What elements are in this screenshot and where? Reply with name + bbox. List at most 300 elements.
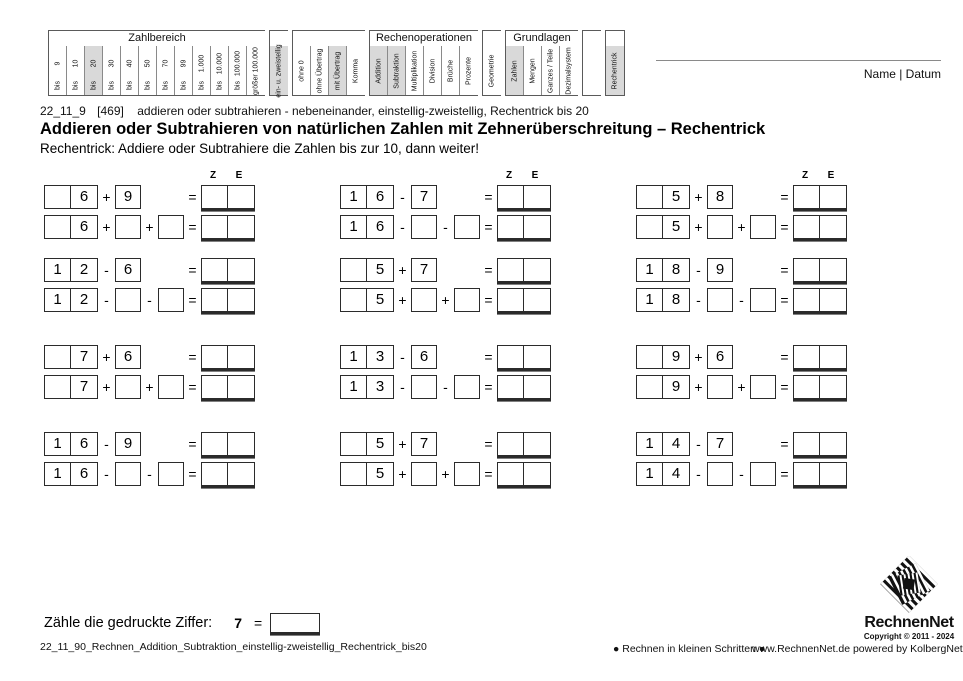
operand-blank-box-2[interactable] (158, 375, 184, 399)
category-cell-sublabel: bis (72, 81, 79, 90)
category-cell-label: ohne 0 (298, 59, 305, 82)
operand-blank-box-1[interactable] (411, 215, 437, 239)
operator-sign-2: + (145, 378, 154, 395)
result-ones-cell[interactable] (820, 216, 846, 238)
exercise-item (636, 344, 932, 431)
category-group-zahlbereich (48, 30, 265, 96)
category-cells-geometrie (483, 46, 501, 95)
result-ones-cell[interactable] (524, 289, 550, 311)
equals-sign: = (188, 378, 197, 395)
ze-header-z: Z (209, 170, 217, 181)
category-cell-label: Zahlen (511, 59, 518, 82)
category-cell[interactable] (388, 46, 406, 95)
operand-ones-cell[interactable]: 5 (375, 261, 385, 278)
category-cell[interactable] (442, 46, 460, 95)
rechnennet-logo (855, 556, 963, 641)
operand-tens-cell[interactable]: 1 (45, 289, 71, 311)
operand-blank-box-2[interactable] (750, 375, 776, 399)
operand-two-digit-box[interactable] (636, 432, 690, 456)
operand-tens-cell[interactable]: 1 (637, 463, 663, 485)
result-ones-cell[interactable] (524, 259, 550, 281)
result-ze-box[interactable] (497, 462, 551, 486)
operand-blank-box-2[interactable] (750, 288, 776, 312)
operand-two-digit-box[interactable] (340, 215, 394, 239)
category-cell[interactable] (406, 46, 424, 95)
operator-sign-2: - (147, 465, 152, 482)
result-tens-cell[interactable] (202, 216, 228, 238)
operand-two-digit-box[interactable] (44, 185, 98, 209)
operand-known-box[interactable]: 6 (115, 345, 141, 369)
category-cell-label: Geometrie (488, 54, 496, 87)
operand-two-digit-box[interactable] (44, 432, 98, 456)
category-cell[interactable] (270, 43, 288, 98)
exercise-line-steps (340, 374, 551, 399)
result-ze-box[interactable] (793, 215, 847, 239)
operator-sign-2: + (145, 218, 154, 235)
operand-ones-cell[interactable]: 5 (375, 435, 385, 452)
category-cells-uebertrag (293, 46, 365, 95)
result-ones-cell[interactable] (820, 433, 846, 455)
category-cell-label: 1.000 (198, 54, 205, 73)
result-ze-box[interactable] (497, 215, 551, 239)
worksheet-description: addieren oder subtrahieren - nebeneinander, einstellig-zweistellig, Rechentrick bis 20 (137, 104, 589, 118)
result-ones-cell[interactable] (228, 433, 254, 455)
result-tens-cell[interactable] (202, 463, 228, 485)
equals-sign: = (484, 261, 493, 278)
operand-blank-box-1[interactable] (115, 375, 141, 399)
operand-tens-cell[interactable]: 1 (45, 463, 71, 485)
equals-sign: = (484, 465, 493, 482)
exercise-line-given (636, 184, 847, 209)
result-ze-box[interactable] (793, 432, 847, 456)
operand-two-digit-box[interactable] (340, 258, 394, 282)
operand-ones-cell[interactable]: 2 (79, 261, 89, 278)
exercise-item (44, 170, 340, 257)
operand-blank-box-1[interactable] (707, 462, 733, 486)
result-tens-cell[interactable] (498, 346, 524, 368)
operand-known-box[interactable]: 6 (707, 345, 733, 369)
category-cell[interactable] (103, 46, 121, 95)
footer-filename: 22_11_90_Rechnen_Addition_Subtraktion_einstellig-zweistellig_Rechentrick_bis20 (40, 641, 427, 653)
result-ones-cell[interactable] (820, 259, 846, 281)
result-tens-cell[interactable] (498, 186, 524, 208)
result-ones-cell[interactable] (228, 186, 254, 208)
result-ze-box[interactable] (201, 432, 255, 456)
result-tens-cell[interactable] (202, 376, 228, 398)
result-ones-cell[interactable] (228, 346, 254, 368)
operand-two-digit-box[interactable] (44, 215, 98, 239)
exercise-line-given (340, 184, 551, 209)
operand-tens-cell[interactable]: 1 (637, 433, 663, 455)
operand-ones-cell[interactable]: 4 (671, 465, 681, 482)
exercise-line-steps (340, 214, 551, 239)
category-group-rechentrick (605, 30, 625, 96)
category-cell-sublabel: bis (54, 81, 61, 90)
operand-two-digit-box[interactable] (636, 288, 690, 312)
result-tens-cell[interactable] (202, 259, 228, 281)
operand-blank-box-2[interactable] (454, 215, 480, 239)
operand-ones-cell[interactable]: 5 (375, 465, 385, 482)
operator-sign-1: + (102, 188, 111, 205)
operand-ones-cell[interactable]: 6 (79, 218, 89, 235)
category-cell-sublabel: bis (198, 81, 205, 90)
operand-two-digit-box[interactable] (340, 375, 394, 399)
operand-tens-cell[interactable]: 1 (341, 346, 367, 368)
count-digit-answer-box[interactable] (270, 613, 320, 633)
operand-blank-box-2[interactable] (454, 462, 480, 486)
operand-blank-box-2[interactable] (158, 215, 184, 239)
operand-two-digit-box[interactable] (636, 215, 690, 239)
result-tens-cell[interactable] (794, 463, 820, 485)
result-tens-cell[interactable] (794, 216, 820, 238)
exercise-line-steps (340, 461, 551, 486)
operand-blank-box-1[interactable] (115, 462, 141, 486)
operand-two-digit-box[interactable] (636, 185, 690, 209)
category-cell-label: 100.000 (234, 50, 241, 77)
operand-tens-cell[interactable] (637, 186, 663, 208)
category-cell[interactable] (139, 46, 157, 95)
operand-two-digit-box[interactable] (340, 185, 394, 209)
category-cell[interactable] (49, 46, 67, 95)
category-cell-label: 70 (162, 59, 169, 68)
category-cell[interactable] (329, 46, 347, 95)
operator-sign-2: - (443, 218, 448, 235)
result-ones-cell[interactable] (524, 216, 550, 238)
operand-known-box[interactable]: 8 (707, 185, 733, 209)
operand-two-digit-box[interactable] (44, 462, 98, 486)
operand-blank-box-2[interactable] (158, 288, 184, 312)
operand-ones-cell[interactable]: 6 (375, 188, 385, 205)
category-cell[interactable] (483, 46, 501, 95)
result-ones-cell[interactable] (524, 186, 550, 208)
category-cell[interactable] (542, 46, 560, 95)
category-cell[interactable] (193, 46, 211, 95)
result-ones-cell[interactable] (820, 346, 846, 368)
operand-two-digit-box[interactable] (340, 345, 394, 369)
equals-sign: = (188, 465, 197, 482)
operand-known-box[interactable]: 7 (411, 185, 437, 209)
operand-known-box[interactable]: 7 (707, 432, 733, 456)
result-ze-box[interactable] (497, 258, 551, 282)
equals-sign: = (780, 348, 789, 365)
result-ze-box[interactable] (497, 185, 551, 209)
category-cell[interactable] (211, 46, 229, 95)
operand-ones-cell[interactable]: 9 (671, 378, 681, 395)
operand-ones-cell[interactable]: 7 (79, 378, 89, 395)
result-tens-cell[interactable] (498, 433, 524, 455)
result-ones-cell[interactable] (228, 376, 254, 398)
result-tens-cell[interactable] (498, 376, 524, 398)
ze-header-e: E (235, 170, 243, 181)
logo-copyright: Copyright © 2011 - 2024 (863, 631, 955, 641)
operator-sign-1: + (694, 378, 703, 395)
result-ze-box[interactable] (497, 432, 551, 456)
result-ze-box[interactable] (793, 345, 847, 369)
ze-column-header (496, 170, 548, 181)
result-tens-cell[interactable] (794, 289, 820, 311)
operator-sign-2: - (739, 465, 744, 482)
operand-tens-cell[interactable] (637, 216, 663, 238)
result-ze-box[interactable] (201, 462, 255, 486)
result-tens-cell[interactable] (794, 433, 820, 455)
result-ones-cell[interactable] (228, 216, 254, 238)
result-ze-box[interactable] (201, 288, 255, 312)
category-cell-label: Dezimalsystem (565, 46, 573, 95)
category-cells-spacer (583, 46, 601, 95)
category-cells-rechenoperationen (370, 46, 478, 95)
operand-ones-cell[interactable]: 2 (79, 291, 89, 308)
category-cell-label: 50 (144, 59, 151, 68)
result-ze-box[interactable] (201, 375, 255, 399)
operand-ones-cell[interactable]: 6 (79, 188, 89, 205)
operand-ones-cell[interactable]: 4 (671, 435, 681, 452)
operand-two-digit-box[interactable] (44, 258, 98, 282)
equals-sign: = (188, 348, 197, 365)
result-tens-cell[interactable] (794, 346, 820, 368)
result-ze-box[interactable] (793, 258, 847, 282)
category-group-rechenoperationen (369, 30, 478, 96)
result-tens-cell[interactable] (202, 346, 228, 368)
operand-known-box[interactable]: 6 (115, 258, 141, 282)
category-cell-sublabel: bis (162, 81, 169, 90)
result-tens-cell[interactable] (498, 289, 524, 311)
result-ze-box[interactable] (201, 258, 255, 282)
result-ze-box[interactable] (497, 375, 551, 399)
equals-sign: = (484, 291, 493, 308)
operand-tens-cell[interactable]: 1 (45, 433, 71, 455)
operand-ones-cell[interactable]: 8 (671, 261, 681, 278)
category-cell-label: ohne Übertrag (316, 48, 323, 93)
result-tens-cell[interactable] (202, 433, 228, 455)
operand-tens-cell[interactable] (637, 346, 663, 368)
category-cell[interactable] (424, 46, 442, 95)
category-cell-sublabel: bis (234, 81, 241, 90)
operand-blank-box-1[interactable] (707, 375, 733, 399)
worksheet-number: [469] (97, 104, 124, 118)
exercise-item (44, 257, 340, 344)
operand-blank-box-2[interactable] (750, 215, 776, 239)
category-cell[interactable] (175, 46, 193, 95)
operand-blank-box-1[interactable] (411, 375, 437, 399)
result-tens-cell[interactable] (202, 289, 228, 311)
operand-tens-cell[interactable]: 1 (637, 259, 663, 281)
category-group-spacer (582, 30, 601, 96)
operand-known-box[interactable]: 9 (115, 432, 141, 456)
operator-sign-1: + (102, 378, 111, 395)
operand-ones-cell[interactable]: 3 (375, 348, 385, 365)
result-ones-cell[interactable] (820, 186, 846, 208)
operand-tens-cell[interactable] (341, 433, 367, 455)
operand-blank-box-1[interactable] (115, 288, 141, 312)
result-ones-cell[interactable] (820, 463, 846, 485)
ze-column-header (200, 170, 252, 181)
operand-blank-box-1[interactable] (411, 288, 437, 312)
operator-sign-1: - (696, 261, 701, 278)
exercise-block-row (0, 257, 963, 344)
operand-ones-cell[interactable]: 6 (79, 465, 89, 482)
result-ones-cell[interactable] (524, 433, 550, 455)
logo-wordmark: RechnenNet (864, 614, 954, 631)
exercise-item (636, 431, 932, 518)
operand-two-digit-box[interactable] (636, 462, 690, 486)
exercise-block-row (0, 170, 963, 257)
result-tens-cell[interactable] (794, 376, 820, 398)
category-cell-label: 40 (126, 59, 133, 68)
result-tens-cell[interactable] (498, 259, 524, 281)
operand-ones-cell[interactable]: 8 (671, 291, 681, 308)
result-ze-box[interactable] (793, 185, 847, 209)
operand-known-box[interactable]: 9 (707, 258, 733, 282)
footer-url: www.RechnenNet.de powered by KolbergNet (752, 643, 963, 655)
category-cell-sublabel: bis (180, 81, 187, 90)
result-tens-cell[interactable] (498, 463, 524, 485)
operand-blank-box-2[interactable] (158, 462, 184, 486)
operand-ones-cell[interactable]: 9 (671, 348, 681, 365)
operand-known-box[interactable]: 9 (115, 185, 141, 209)
operand-two-digit-box[interactable] (44, 288, 98, 312)
result-ze-box[interactable] (497, 288, 551, 312)
operand-ones-cell[interactable]: 6 (79, 435, 89, 452)
result-ze-box[interactable] (201, 345, 255, 369)
category-cell[interactable] (606, 46, 624, 95)
operand-tens-cell[interactable] (45, 186, 71, 208)
operator-sign-2: - (443, 378, 448, 395)
operand-two-digit-box[interactable] (636, 345, 690, 369)
result-ze-box[interactable] (793, 375, 847, 399)
result-tens-cell[interactable] (202, 186, 228, 208)
operand-tens-cell[interactable]: 1 (637, 289, 663, 311)
operand-tens-cell[interactable] (341, 259, 367, 281)
operand-blank-box-1[interactable] (707, 288, 733, 312)
operand-ones-cell[interactable]: 6 (375, 218, 385, 235)
operator-sign-2: + (737, 378, 746, 395)
result-ones-cell[interactable] (228, 259, 254, 281)
result-ones-cell[interactable] (524, 376, 550, 398)
equals-sign: = (484, 378, 493, 395)
operand-two-digit-box[interactable] (340, 288, 394, 312)
exercise-item (340, 344, 636, 431)
category-group-stelligkeit (269, 30, 288, 96)
category-cell-label: Addition (375, 57, 382, 84)
operator-sign-1: - (696, 465, 701, 482)
exercise-grid (0, 170, 963, 518)
category-cell[interactable] (524, 46, 542, 95)
operand-tens-cell[interactable]: 1 (341, 376, 367, 398)
operand-tens-cell[interactable] (341, 289, 367, 311)
category-cell[interactable] (347, 46, 365, 95)
equals-sign: = (484, 188, 493, 205)
operand-ones-cell[interactable]: 3 (375, 378, 385, 395)
category-cell[interactable] (247, 46, 265, 95)
operand-tens-cell[interactable] (341, 463, 367, 485)
operand-blank-box-2[interactable] (750, 462, 776, 486)
operator-sign-1: + (398, 291, 407, 308)
operand-blank-box-1[interactable] (411, 462, 437, 486)
category-cell-label: Multiplikation (411, 50, 418, 91)
category-cell-label: Ganzes / Teile (547, 48, 554, 93)
result-ones-cell[interactable] (820, 376, 846, 398)
operand-tens-cell[interactable] (45, 376, 71, 398)
operator-sign-1: + (694, 218, 703, 235)
operand-ones-cell[interactable]: 5 (671, 218, 681, 235)
category-cell[interactable] (229, 46, 247, 95)
category-cell-label: Rechentrick (611, 52, 619, 89)
result-ze-box[interactable] (793, 288, 847, 312)
category-cell[interactable] (85, 46, 103, 95)
category-cell-label: ein- u. zweistellig (275, 43, 283, 98)
operator-sign-1: + (398, 435, 407, 452)
category-cell[interactable] (506, 46, 524, 95)
operand-tens-cell[interactable] (637, 376, 663, 398)
operand-ones-cell[interactable]: 5 (375, 291, 385, 308)
result-ones-cell[interactable] (524, 346, 550, 368)
exercise-line-steps (44, 287, 255, 312)
equals-sign: = (188, 218, 197, 235)
operand-ones-cell[interactable]: 5 (671, 188, 681, 205)
category-cell[interactable] (583, 46, 601, 95)
operand-two-digit-box[interactable] (340, 462, 394, 486)
category-cell-label: Subtraktion (393, 52, 400, 89)
category-cell-label: Prozente (465, 56, 473, 85)
operand-tens-cell[interactable] (45, 346, 71, 368)
operand-two-digit-box[interactable] (340, 432, 394, 456)
operand-two-digit-box[interactable] (44, 345, 98, 369)
result-tens-cell[interactable] (794, 259, 820, 281)
operand-two-digit-box[interactable] (636, 375, 690, 399)
operand-known-box[interactable]: 7 (411, 258, 437, 282)
operand-known-box[interactable]: 7 (411, 432, 437, 456)
result-tens-cell[interactable] (498, 216, 524, 238)
operand-ones-cell[interactable]: 7 (79, 348, 89, 365)
operand-known-box[interactable]: 6 (411, 345, 437, 369)
result-ones-cell[interactable] (524, 463, 550, 485)
ze-header-z: Z (801, 170, 809, 181)
category-cell[interactable] (311, 46, 329, 95)
operand-blank-box-1[interactable] (707, 215, 733, 239)
category-cell[interactable] (560, 46, 578, 95)
category-cell[interactable] (67, 46, 85, 95)
operand-tens-cell[interactable] (45, 216, 71, 238)
category-cell[interactable] (370, 46, 388, 95)
equals-sign: = (188, 291, 197, 308)
operand-two-digit-box[interactable] (44, 375, 98, 399)
operand-tens-cell[interactable]: 1 (341, 186, 367, 208)
result-ze-box[interactable] (497, 345, 551, 369)
operand-blank-box-1[interactable] (115, 215, 141, 239)
category-cell[interactable] (293, 46, 311, 95)
result-ones-cell[interactable] (228, 463, 254, 485)
operand-tens-cell[interactable]: 1 (341, 216, 367, 238)
result-ones-cell[interactable] (228, 289, 254, 311)
ze-header-z: Z (505, 170, 513, 181)
ze-header-e: E (827, 170, 835, 181)
operand-blank-box-2[interactable] (454, 375, 480, 399)
result-ze-box[interactable] (201, 185, 255, 209)
operand-blank-box-2[interactable] (454, 288, 480, 312)
result-ze-box[interactable] (201, 215, 255, 239)
category-cell[interactable] (121, 46, 139, 95)
category-cell-sublabel: bis (108, 81, 115, 90)
result-ones-cell[interactable] (820, 289, 846, 311)
result-ze-box[interactable] (793, 462, 847, 486)
exercise-line-given (340, 257, 551, 282)
result-tens-cell[interactable] (794, 186, 820, 208)
operand-two-digit-box[interactable] (636, 258, 690, 282)
operand-tens-cell[interactable]: 1 (45, 259, 71, 281)
category-cell[interactable] (157, 46, 175, 95)
category-group-title-grundlagen: Grundlagen (513, 32, 571, 44)
category-cell[interactable] (460, 46, 478, 95)
